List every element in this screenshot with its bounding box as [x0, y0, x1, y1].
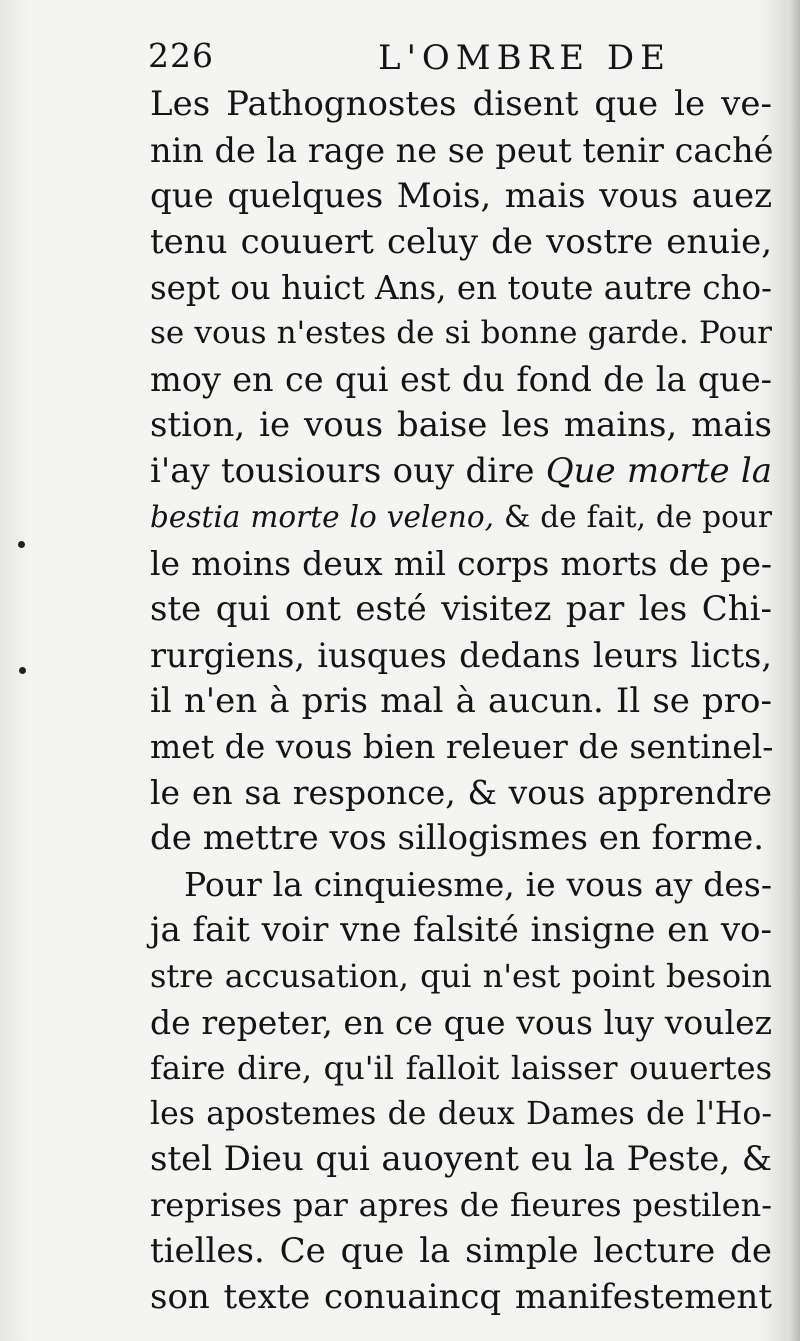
- line-text: de repeter, en ce que vous luy voulez: [150, 1002, 772, 1042]
- line-text: stion, ie vous baise les mains, mais: [150, 405, 772, 446]
- text-line: [150, 633, 772, 679]
- text-line: [150, 587, 772, 633]
- text-line: [150, 1275, 772, 1321]
- margin-dot: [18, 541, 25, 548]
- text-line: [150, 770, 772, 816]
- line-text: faire dire, qu'il falloit laisser ouuertes: [150, 1048, 772, 1087]
- line-text: se vous n'estes de si bonne garde. Pour: [150, 315, 772, 352]
- line-text: stel Dieu qui auoyent eu la Peste, &: [150, 1139, 772, 1180]
- line-text: il n'en à pris mal à aucun. Il se pro-: [150, 680, 772, 721]
- text-line: [150, 266, 772, 312]
- text-line: [150, 954, 772, 1000]
- line-text: les apostemes de deux Dames de l'Ho-: [150, 1095, 772, 1132]
- text-line: [150, 449, 772, 495]
- line-text: que quelques Mois, mais vous auez: [150, 175, 772, 216]
- line-text: stre accusation, qui n'est point besoin: [150, 956, 772, 995]
- line-text: reprises par apres de fieures pestilen-: [150, 1186, 772, 1225]
- text-line: [150, 220, 772, 266]
- text-line: [150, 679, 772, 725]
- text-line: [150, 357, 772, 403]
- line-text: tenu couuert celuy de vostre enuie,: [150, 221, 772, 262]
- line-text: ste qui ont esté visitez par les Chi-: [150, 588, 772, 629]
- line-text: moy en ce qui est du fond de la que-: [150, 360, 772, 400]
- page-header: [148, 36, 768, 88]
- text-line: [150, 82, 772, 128]
- margin-dot: [19, 667, 26, 674]
- text-line: [150, 1000, 772, 1046]
- italic-quote: bestia morte lo veleno,: [150, 500, 494, 535]
- text-line: [150, 724, 772, 770]
- line-text: le moins deux mil corps morts de pe-: [150, 543, 772, 583]
- text-line: [150, 495, 772, 541]
- text-line: [150, 1183, 772, 1229]
- text-line: [150, 816, 772, 862]
- line-text: ja fait voir vne falsité insigne en vo-: [150, 910, 772, 951]
- text-line: [150, 128, 772, 174]
- line-text: & de fait, de pour: [493, 500, 772, 535]
- text-line: [150, 403, 772, 449]
- line-text: son texte conuaincq manifestement: [150, 1277, 772, 1318]
- text-line: [150, 1229, 772, 1275]
- text-line: [150, 1092, 772, 1138]
- italic-quote: Que morte la: [545, 451, 772, 492]
- text-line: [150, 1046, 772, 1092]
- line-text: sept ou huict Ans, en toute autre cho-: [150, 268, 772, 307]
- line-text: Pour la cinquiesme, ie vous ay des-: [184, 865, 772, 905]
- text-line: [150, 174, 772, 220]
- line-text: i'ay tousiours ouy dire: [150, 451, 546, 492]
- line-text: nin de la rage ne se peut tenir caché: [150, 130, 774, 170]
- body-text: [150, 82, 772, 1321]
- line-text: de mettre vos sillogismes en forme.: [150, 818, 765, 859]
- running-head: L'OMBRE DE: [378, 38, 671, 78]
- text-line: [150, 908, 772, 954]
- text-line: [150, 541, 772, 587]
- line-text: tielles. Ce que la simple lecture de: [150, 1231, 772, 1272]
- line-text: rurgiens, iusques dedans leurs licts,: [150, 635, 772, 675]
- page-number: 226: [148, 36, 214, 75]
- text-line: [150, 311, 772, 357]
- line-text: met de vous bien releuer de sentinel-: [150, 727, 774, 767]
- text-line: [150, 1137, 772, 1183]
- line-text: Les Pathognostes disent que le ve-: [150, 84, 772, 124]
- line-text: le en sa responce, & vous apprendre: [150, 773, 772, 813]
- text-line: [150, 862, 772, 908]
